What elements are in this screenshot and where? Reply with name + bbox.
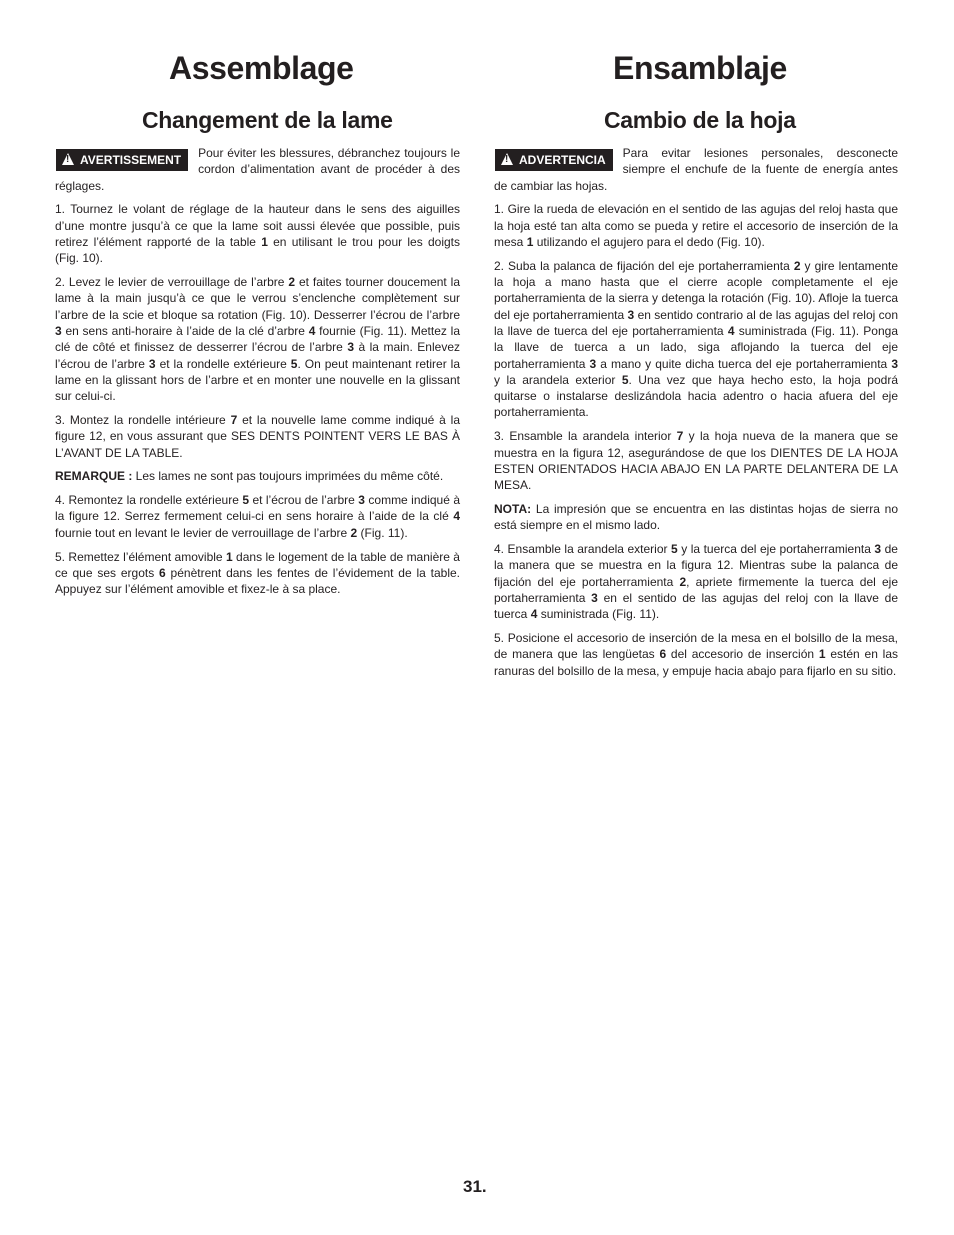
bold-ref: 3 — [148, 356, 156, 371]
bold-ref: 7 — [676, 429, 684, 444]
paragraphs-fr — [55, 201, 460, 597]
bold-ref: 5 — [621, 372, 629, 387]
text-run: pénètrent dans les fentes de l’évidement de la table. Appuyez sur l’élément amovible et fixez-le à sa place. — [55, 565, 460, 597]
text-run: et faites tourner doucement la lame à la main jusqu’à ce que le verrou s’enclenche complètement sur l’arbre de la scie et bloque sa rotation (Fig. 10). Desserrer l’écrou de l’arbre — [55, 275, 460, 322]
text-run: et la rondelle extérieure — [155, 356, 291, 371]
text-run: 5. Posicione el accesorio de inserción de la mesa en el bolsillo de la mesa, de manera que las lengüetas — [494, 631, 898, 662]
bold-ref: 5 — [242, 493, 249, 508]
paragraph — [494, 501, 898, 534]
text-run: 2. Suba la palanca de fijación del eje portaherramienta — [494, 258, 794, 273]
text-run: et la nouvelle lame comme indiqué à la figure 12, en vous assurant que SES DENTS POINTENT VERS LE BAS À L’AVANT DE LA TABLE. — [55, 412, 461, 460]
warning-block-es — [494, 145, 898, 194]
text-run: fournie tout en levant le levier de verrouillage de l’arbre — [55, 525, 351, 540]
text-run: La impresión que se encuentra en las distintas hojas de sierra no está siempre en el mismo lado. — [494, 501, 898, 533]
paragraph — [55, 492, 460, 541]
bold-ref: 5 — [671, 542, 678, 557]
body-text-es — [494, 145, 898, 686]
text-run: suministrada (Fig. 11). Ponga la llave de tuerca a un lado, siga aflojando la tuerca del eje portaherramienta — [494, 323, 898, 371]
text-run: fournie (Fig. 11). Mettez la clé de côté et finissez de desserrer l’écrou de l’arbre — [55, 323, 460, 355]
bold-ref: 1 — [818, 647, 826, 662]
text-run: 3. Montez la rondelle intérieure — [55, 412, 231, 427]
warning-badge-fr — [56, 149, 188, 171]
bold-ref: 7 — [230, 412, 238, 427]
warning-triangle-icon — [501, 153, 513, 165]
bold-ref: 3 — [589, 356, 597, 371]
text-run: à la main. Enlevez l’écrou de l’arbre — [55, 340, 460, 371]
body-text-fr — [55, 145, 460, 605]
text-run: suministrada (Fig. 11). — [537, 607, 660, 622]
bold-ref: 1 — [225, 549, 233, 564]
text-run: . On peut maintenant retirer la lame en la glissant hors de l’arbre et en monter une nouvelle en la glissant sur celui-ci. — [55, 356, 461, 404]
bold-ref: 3 — [55, 323, 62, 338]
text-run: 2. Levez le levier de verrouillage de l’arbre — [55, 275, 289, 290]
paragraph — [55, 549, 460, 598]
text-run: 5. Remettez l’élément amovible — [55, 549, 226, 564]
text-run: . Una vez que haya hecho esto, la hoja podrá quitarse o instalarse deslizándola hacia adentro o hacia afuera del eje portaherramienta. — [494, 372, 898, 420]
bold-ref: 6 — [159, 565, 166, 580]
text-run: et l’écrou de l’arbre — [249, 493, 359, 508]
bold-ref: 3 — [874, 542, 882, 557]
text-run: estén en las ranuras del bolsillo de la mesa, y empuje hacia abajo para fijarlo en su sitio. — [494, 647, 899, 678]
bold-ref: 4 — [453, 509, 460, 524]
text-run: Les lames ne sont pas toujours imprimées du même côté. — [132, 469, 444, 484]
paragraph — [55, 468, 460, 484]
warning-triangle-icon — [62, 153, 74, 165]
text-run: y la arandela exterior — [494, 372, 622, 387]
paragraphs-es — [494, 201, 898, 679]
bold-ref: 3 — [627, 307, 635, 322]
bold-ref: 3 — [891, 356, 898, 371]
paragraph — [494, 630, 898, 679]
bold-ref: 2 — [679, 574, 687, 589]
text-run: en el sentido de las agujas del reloj con la llave de tuerca — [494, 590, 899, 622]
bold-ref: 1 — [526, 234, 534, 249]
paragraph — [494, 428, 898, 493]
bold-ref: 4 — [530, 607, 538, 622]
text-run: utilizando el agujero para el dedo (Fig. 10). — [533, 234, 765, 249]
text-run: comme indiqué à la figure 12. Serrez fermement celui-ci en sens horaire à l’aide de la clé — [55, 493, 460, 524]
text-run: y la tuerca del eje portaherramienta — [677, 542, 875, 557]
text-run: a mano y quite dicha tuerca del eje portaherramienta — [596, 356, 892, 371]
paragraph — [494, 258, 898, 421]
bold-ref: NOTA: — [494, 501, 532, 516]
paragraph — [55, 274, 460, 404]
text-run: en utilisant le trou pour les doigts (Fig. 10). — [55, 234, 460, 266]
text-run: 3. Ensamble la arandela interior — [494, 429, 677, 444]
paragraph — [494, 541, 898, 622]
warning-text-fr: Pour éviter les blessures, débranchez toujours le cordon d’alimentation avant de procéder à des réglages. — [55, 146, 460, 193]
page-number: 31. — [463, 1177, 487, 1196]
bold-ref: 3 — [591, 590, 598, 605]
warning-label-es: ADVERTENCIA — [519, 153, 606, 167]
text-run: y gire lentamente la hoja a mano hasta que el cierre acople completamente el eje portaherramienta de la sierra y detenga la rotación (Fig. 10). Afloje la tuerca del eje portaherramienta — [494, 258, 898, 322]
bold-ref: REMARQUE : — [55, 469, 133, 484]
bold-ref: 4 — [308, 323, 316, 338]
page-title-es: Ensamblaje — [613, 50, 787, 86]
section-title-fr: Changement de la lame — [142, 107, 393, 133]
text-run: de la manera que se muestra en la figura 12. Mientras sube la palanca de fijación del eje portaherramienta — [494, 542, 898, 589]
bold-ref: 3 — [358, 493, 365, 508]
text-run: y la hoja nueva de la manera que se muestra en la figura 12, asegurándose de que los DIENTES DE LA HOJA ESTEN ORIENTADOS HACIA ABAJO EN LA PARTE DELANTERA DE LA MESA. — [494, 429, 898, 493]
bold-ref: 2 — [288, 275, 296, 290]
warning-block-fr — [55, 145, 460, 194]
bold-ref: 1 — [261, 234, 268, 249]
bold-ref: 3 — [347, 340, 354, 355]
text-run: del accesorio de inserción — [666, 647, 819, 662]
section-title-es: Cambio de la hoja — [604, 107, 796, 133]
text-run: en sentido contrario al de las agujas del reloj con la llave de tuerca del eje portaherramienta — [494, 307, 898, 338]
page-title-fr: Assemblage — [169, 50, 354, 86]
bold-ref: 2 — [350, 525, 358, 540]
text-run: 4. Remontez la rondelle extérieure — [55, 493, 243, 508]
bold-ref: 2 — [793, 258, 801, 273]
warning-badge-es — [495, 149, 613, 171]
text-run: en sens anti-horaire à l’aide de la clé d’arbre — [61, 323, 309, 338]
text-run: (Fig. 11). — [357, 525, 408, 540]
text-run: 1. Tournez le volant de réglage de la hauteur dans le sens des aiguilles d’une montre jusqu’à ce que la lame soit aussi élevée que possible, puis retirez l’élément rapporté de la table — [55, 202, 460, 249]
paragraph — [55, 412, 460, 461]
bold-ref: 4 — [727, 323, 735, 338]
warning-text-es: Para evitar lesiones personales, desconecte siempre el enchufe de la fuente de energía antes de cambiar las hojas. — [494, 146, 898, 193]
text-run: 4. Ensamble la arandela exterior — [494, 542, 672, 557]
bold-ref: 5 — [290, 356, 298, 371]
text-run: 1. Gire la rueda de elevación en el sentido de las agujas del reloj hasta que la hoja esté tan alta como se pueda y retire el accesorio de inserción de la mesa — [494, 202, 898, 249]
text-run: dans le logement de la table de manière à ce que ses ergots — [55, 549, 460, 580]
warning-label-fr: AVERTISSEMENT — [80, 153, 182, 167]
text-run: , apriete firmemente la tuerca del eje portaherramienta — [494, 574, 898, 605]
paragraph — [494, 201, 898, 250]
bold-ref: 6 — [659, 647, 667, 662]
paragraph — [55, 201, 460, 266]
